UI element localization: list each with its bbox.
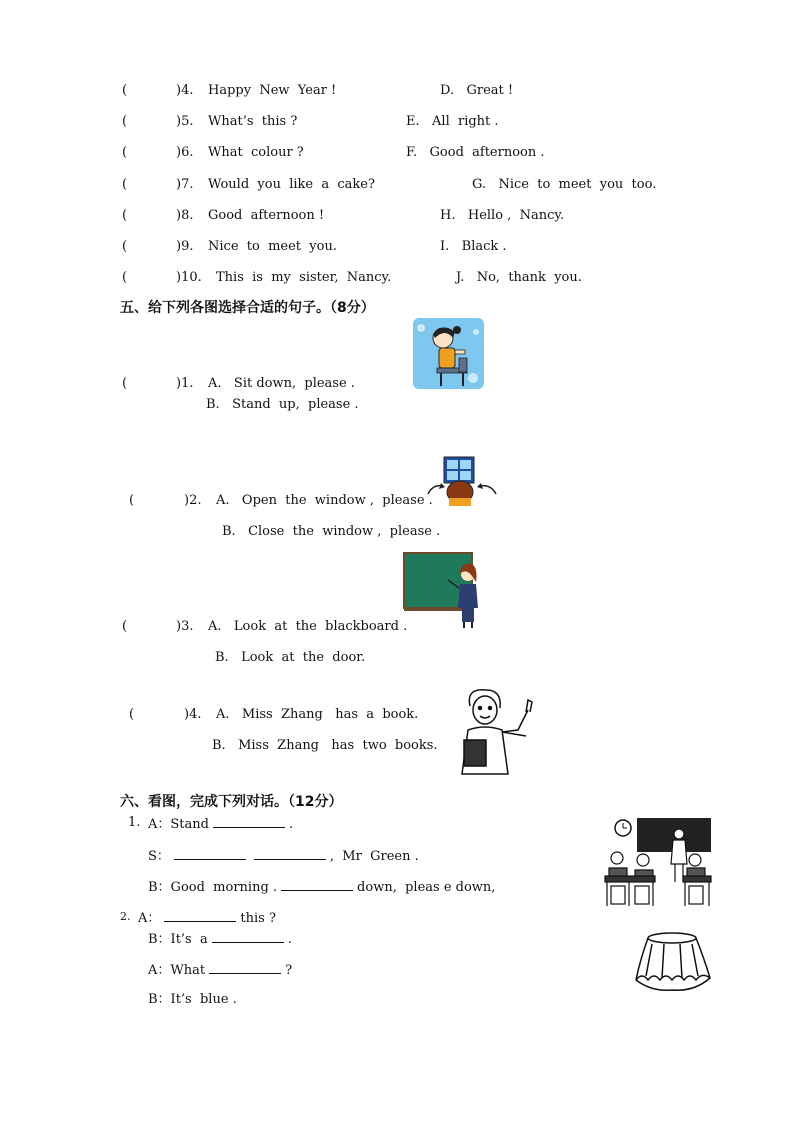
- dialogue-number: 1.: [128, 815, 141, 830]
- paren: (: [129, 707, 135, 722]
- option-a: A. Miss Zhang has a book.: [216, 707, 419, 722]
- item-number: )8.: [176, 208, 194, 223]
- item-number: )1.: [176, 376, 194, 391]
- window-picture: [425, 454, 500, 508]
- dialogue-line: [148, 815, 293, 833]
- answer-option: D. Great !: [440, 83, 514, 98]
- question-text: Nice to meet you.: [208, 239, 337, 254]
- line-text: A：Stand: [148, 817, 209, 832]
- item-number: )10.: [176, 270, 202, 285]
- paren: (: [122, 177, 128, 192]
- dialogue-line: [148, 847, 419, 865]
- dialogue-line: [148, 961, 292, 979]
- item-number: )4.: [184, 707, 202, 722]
- answer-blank[interactable]: [164, 909, 236, 922]
- answer-option: J. No, thank you.: [456, 270, 582, 285]
- item-number: )9.: [176, 239, 194, 254]
- paren: (: [122, 270, 128, 285]
- dialogue-line: [148, 878, 495, 896]
- sit-down-picture: [413, 318, 484, 389]
- line-text: B：It’s a: [148, 932, 208, 947]
- question-text: What’s this ?: [208, 114, 298, 129]
- answer-option: F. Good afternoon .: [406, 145, 545, 160]
- item-number: )3.: [176, 619, 194, 634]
- line-text: .: [288, 817, 294, 832]
- item-number: )6.: [176, 145, 194, 160]
- teacher-books-picture: [456, 686, 542, 778]
- line-text: this ?: [240, 911, 276, 926]
- option-a: A. Sit down, please .: [208, 376, 355, 391]
- line-text: A：What: [148, 963, 206, 978]
- section-6-heading: 六、看图，完成下列对话。（12分）: [120, 794, 343, 810]
- option-a: A. Look at the blackboard .: [208, 619, 408, 634]
- option-b: B. Miss Zhang has two books.: [212, 738, 438, 753]
- question-text: This is my sister, Nancy.: [216, 270, 392, 285]
- answer-blank[interactable]: [174, 847, 246, 860]
- item-number: )5.: [176, 114, 194, 129]
- answer-blank[interactable]: [254, 847, 326, 860]
- dialogue-line: B：It’s blue .: [148, 992, 237, 1007]
- answer-blank[interactable]: [212, 930, 284, 943]
- question-text: Good afternoon !: [208, 208, 325, 223]
- line-text: down, pleas e down,: [357, 880, 496, 895]
- option-b: B. Look at the door.: [215, 650, 366, 665]
- line-text: A：: [138, 911, 161, 926]
- paren: (: [122, 239, 128, 254]
- answer-blank[interactable]: [213, 815, 285, 828]
- item-number: )7.: [176, 177, 194, 192]
- item-number: )4.: [176, 83, 194, 98]
- paren: (: [122, 114, 128, 129]
- dialogue-line: [148, 930, 292, 948]
- dialogue-number: 2.: [120, 910, 131, 923]
- option-b: B. Stand up, please .: [206, 397, 359, 412]
- answer-option: E. All right .: [406, 114, 499, 129]
- skirt-picture: [632, 930, 714, 998]
- answer-option: G. Nice to meet you too.: [472, 177, 657, 192]
- paren: (: [122, 145, 128, 160]
- section-5-heading: 五、给下列各图选择合适的句子。（8分）: [120, 300, 375, 316]
- dialogue-line: [138, 909, 276, 927]
- line-text: S：: [148, 849, 170, 864]
- line-text: ?: [285, 963, 293, 978]
- line-text: .: [287, 932, 292, 947]
- question-text: Happy New Year !: [208, 83, 337, 98]
- paren: (: [129, 493, 135, 508]
- line-text: B：Good morning .: [148, 880, 278, 895]
- answer-blank[interactable]: [281, 878, 353, 891]
- answer-option: I. Black .: [440, 239, 507, 254]
- question-text: Would you like a cake?: [208, 177, 375, 192]
- answer-blank[interactable]: [209, 961, 281, 974]
- paren: (: [122, 619, 128, 634]
- answer-option: H. Hello , Nancy.: [440, 208, 565, 223]
- classroom-picture: [603, 816, 713, 910]
- blackboard-picture: [402, 550, 483, 630]
- paren: (: [122, 208, 128, 223]
- line-text: , Mr Green .: [329, 849, 419, 864]
- question-text: What colour ?: [208, 145, 304, 160]
- option-a: A. Open the window , please .: [216, 493, 433, 508]
- paren: (: [122, 376, 128, 391]
- option-b: B. Close the window , please .: [222, 524, 441, 539]
- item-number: )2.: [184, 493, 202, 508]
- paren: (: [122, 83, 128, 98]
